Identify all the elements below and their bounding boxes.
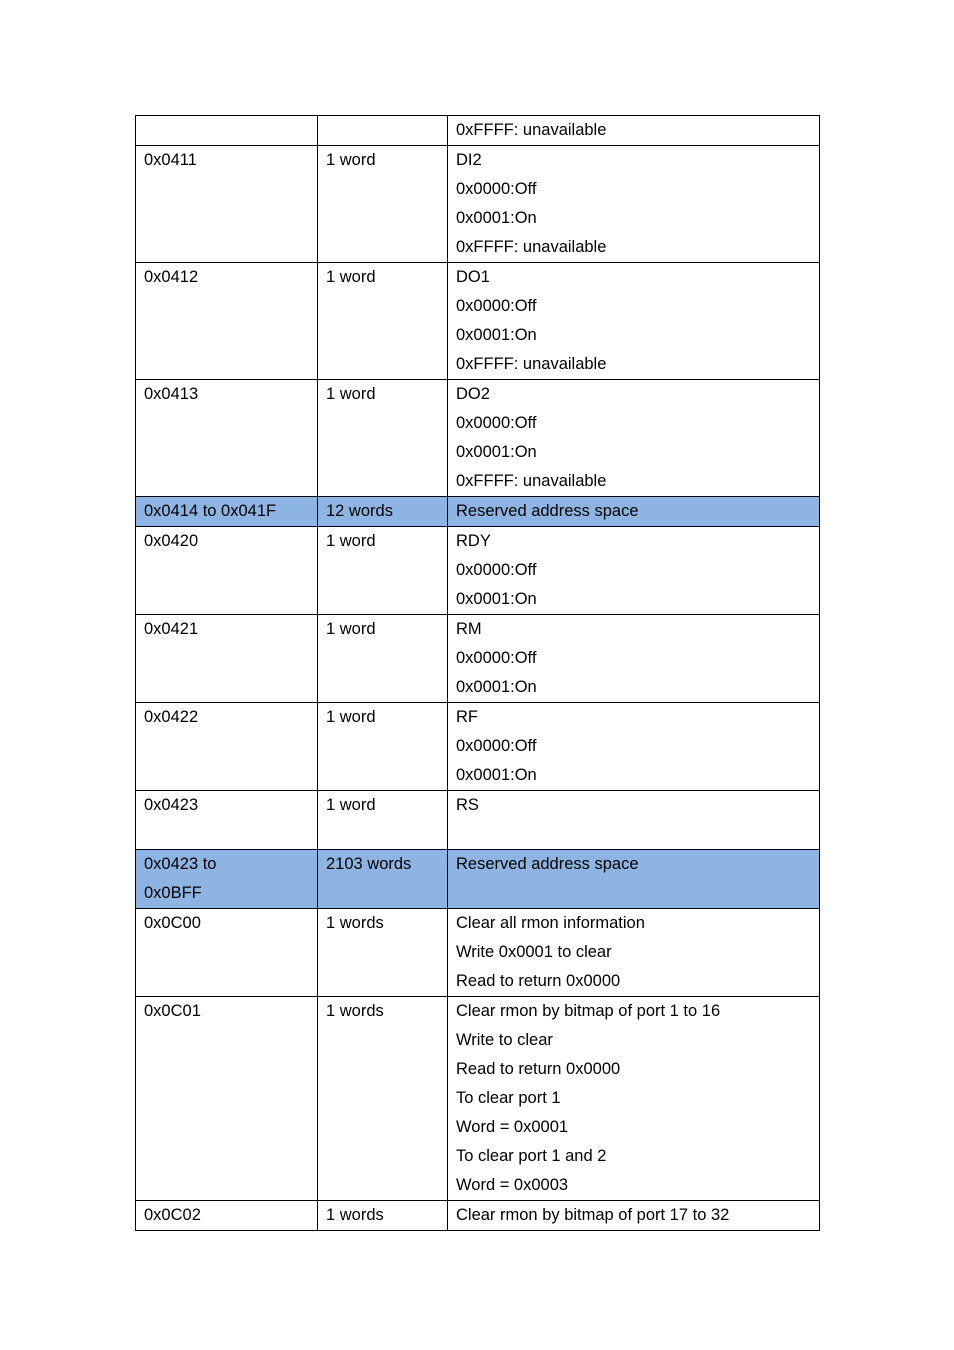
description-line: Write to clear [456,1031,553,1049]
table-row [136,997,820,1201]
table-row [136,791,820,850]
table-row [136,380,820,497]
address-cell [136,791,318,850]
description-cell [448,527,820,615]
description-cell [448,703,820,791]
address-line: 0x0411 [144,151,197,169]
size-line: 1 words [326,1206,384,1224]
table-body [136,116,820,1231]
description-cell [448,850,820,909]
description-line: DO1 [456,268,490,286]
description-line: To clear port 1 and 2 [456,1147,607,1165]
table-row [136,1201,820,1231]
size-cell [318,997,448,1201]
size-line: 1 words [326,914,384,932]
address-cell [136,997,318,1201]
size-cell [318,263,448,380]
description-cell [448,380,820,497]
size-line: 1 word [326,796,376,814]
description-cell [448,615,820,703]
description-line: Word = 0x0003 [456,1176,569,1194]
description-line: 0x0000:Off [456,737,537,755]
description-line: Reserved address space [456,502,639,520]
address-cell [136,909,318,997]
size-line [326,116,439,145]
address-line: 0x0421 [144,620,199,638]
address-cell [136,615,318,703]
reserved-table-row [136,497,820,527]
address-cell [136,146,318,263]
table-row [136,116,820,146]
address-line: 0x0C00 [144,914,201,932]
address-cell [136,497,318,527]
size-line: 1 word [326,620,376,638]
description-line: Word = 0x0001 [456,1118,569,1136]
table-row [136,909,820,997]
size-cell [318,380,448,497]
description-line: 0xFFFF: unavailable [456,238,607,256]
address-line: 0x0413 [144,385,199,403]
description-line: 0x0001:On [456,443,537,461]
size-cell [318,850,448,909]
size-cell [318,703,448,791]
description-line: Clear all rmon information [456,914,645,932]
description-line: 0x0000:Off [456,297,537,315]
size-cell [318,527,448,615]
description-line: DI2 [456,151,482,169]
size-line: 1 word [326,532,376,550]
size-cell [318,615,448,703]
description-line: 0x0000:Off [456,649,537,667]
size-line: 1 word [326,708,376,726]
address-cell [136,263,318,380]
table-row [136,527,820,615]
description-line: 0x0001:On [456,766,537,784]
address-line: 0x0BFF [144,884,202,902]
description-line: Read to return 0x0000 [456,972,621,990]
size-line: 2103 words [326,855,412,873]
address-line [144,116,309,145]
address-cell [136,116,318,146]
description-cell [448,497,820,527]
description-line: 0x0001:On [456,590,537,608]
description-line: 0x0001:On [456,326,537,344]
description-cell [448,1201,820,1231]
description-cell [448,909,820,997]
description-line: Read to return 0x0000 [456,1060,621,1078]
size-line: 1 word [326,268,376,286]
address-cell [136,527,318,615]
table-row [136,146,820,263]
description-cell [448,146,820,263]
description-line: Clear rmon by bitmap of port 1 to 16 [456,1002,721,1020]
size-cell [318,146,448,263]
address-cell [136,850,318,909]
size-cell [318,909,448,997]
description-cell [448,997,820,1201]
address-line: 0x0423 [144,796,199,814]
description-cell [448,263,820,380]
description-line: Clear rmon by bitmap of port 17 to 32 [456,1206,730,1224]
description-line: 0x0001:On [456,209,537,227]
size-cell [318,1201,448,1231]
reserved-table-row [136,850,820,909]
description-line [456,820,811,849]
description-cell [448,116,820,146]
size-cell [318,116,448,146]
table-row [136,703,820,791]
description-line: 0x0001:On [456,678,537,696]
description-line: Reserved address space [456,855,639,873]
size-line: 1 words [326,1002,384,1020]
description-line: 0x0000:Off [456,561,537,579]
description-line: To clear port 1 [456,1089,561,1107]
register-map-table [135,115,820,1231]
description-line: RF [456,708,478,726]
description-line: Write 0x0001 to clear [456,943,612,961]
description-cell [448,791,820,850]
address-line: 0x0C02 [144,1206,201,1224]
address-line: 0x0420 [144,532,199,550]
description-line: 0xFFFF: unavailable [456,121,607,139]
description-line: 0xFFFF: unavailable [456,355,607,373]
address-cell [136,1201,318,1231]
description-line: RS [456,796,479,814]
description-line: 0x0000:Off [456,414,537,432]
address-line: 0x0422 [144,708,199,726]
size-line: 1 word [326,151,376,169]
table-row [136,263,820,380]
table-row [136,615,820,703]
size-line: 12 words [326,502,393,520]
address-line: 0x0414 to 0x041F [144,502,277,520]
description-line: RM [456,620,482,638]
description-line: 0xFFFF: unavailable [456,472,607,490]
description-line: 0x0000:Off [456,180,537,198]
size-cell [318,791,448,850]
size-line: 1 word [326,385,376,403]
address-line: 0x0C01 [144,1002,201,1020]
address-line: 0x0412 [144,268,199,286]
description-line: DO2 [456,385,490,403]
address-line: 0x0423 to [144,855,217,873]
description-line: RDY [456,532,491,550]
address-cell [136,703,318,791]
address-cell [136,380,318,497]
size-cell [318,497,448,527]
